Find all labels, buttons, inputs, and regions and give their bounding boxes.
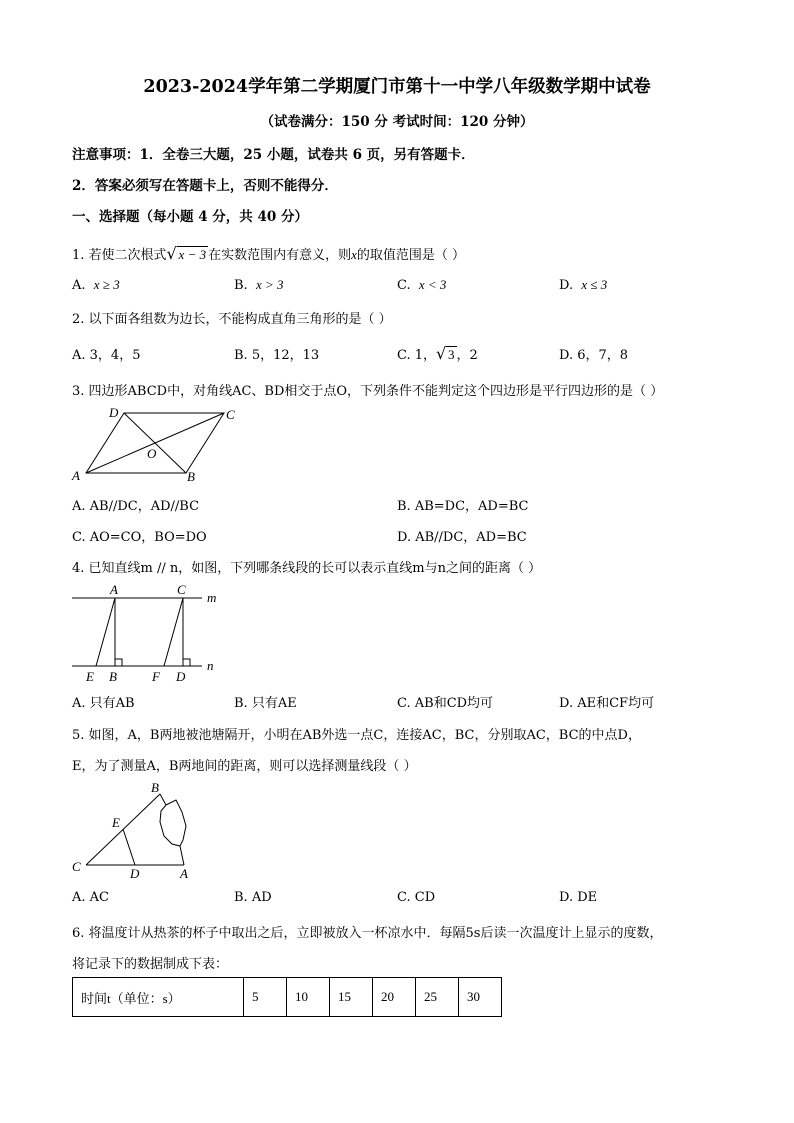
q5-segment-ed — [123, 829, 135, 865]
q5-label-c: C — [72, 859, 81, 874]
table-cell: 25 — [416, 978, 459, 1017]
q2-option-c: C. 1， √ 3 ，2 — [397, 344, 478, 363]
q5-pond — [160, 800, 186, 846]
q4-label-e: E — [86, 669, 94, 684]
q6-data-table — [72, 977, 502, 1017]
q2-option-d: D. 6，7，8 — [559, 348, 629, 363]
q3-label-b: B — [187, 469, 195, 484]
q1-var: x — [351, 247, 357, 262]
table-cell: 5 — [244, 978, 287, 1017]
q2-option-b: B. 5，12，13 — [234, 348, 320, 363]
q5-segment-b-pond — [160, 794, 166, 805]
q1-option-d: D. x ≤ 3 — [559, 277, 608, 293]
q3-option-b: B. AB=DC，AD=BC — [397, 499, 529, 514]
q5-label-e: E — [112, 815, 120, 830]
q1-mid: 在实数范围内有意义，则 — [208, 248, 352, 263]
table-cell: 15 — [330, 978, 373, 1017]
q5-option-b: B. AD — [234, 890, 272, 905]
q3-option-d: D. AB//DC，AD=BC — [397, 530, 527, 545]
q5-option-a: A. AC — [72, 890, 109, 905]
q1-prefix: 1. 若使二次根式 — [72, 248, 167, 263]
q6-stem-line-2: 将记录下的数据制成下表： — [72, 957, 229, 972]
q5-segment-pond-a — [180, 846, 184, 865]
q3-stem: 3. 四边形ABCD中，对角线AC、BD相交于点O，下列条件不能判定这个四边形是平行四边形的是（ ） — [72, 384, 664, 399]
q1-suffix: 的取值范围是（ ） — [356, 248, 466, 263]
q5-option-d: D. DE — [559, 890, 598, 905]
q3-label-d: D — [109, 405, 119, 420]
q4-label-m: m — [207, 590, 217, 605]
q1-option-b: B. x > 3 — [234, 277, 284, 293]
q1-radicand: x − 3 — [178, 247, 207, 262]
table-row — [73, 978, 502, 1017]
q1-option-c: C. x < 3 — [397, 277, 447, 293]
q1-radical: √ x − 3 — [166, 244, 207, 263]
q4-label-a: A — [110, 582, 118, 597]
section-1-heading: 一、选择题（每小题 4 分，共 40 分） — [72, 209, 308, 225]
q1-option-a: A. x ≥ 3 — [72, 277, 120, 293]
notes-line-2: 2．答案必须写在答题卡上，否则不能得分． — [72, 178, 338, 194]
table-cell: 10 — [287, 978, 330, 1017]
q5-stem-line-2: E，为了测量A，B两地间的距离，则可以选择测量线段（ ） — [72, 759, 417, 774]
q5-stem-line-1: 5. 如图，A，B两地被池塘隔开，小明在AB外选一点C，连接AC，BC，分别取AC，BC的中点D， — [72, 728, 641, 743]
q3-option-a: A. AB//DC，AD//BC — [72, 499, 200, 514]
exam-subtitle: （试卷满分：150 分 考试时间：120 分钟） — [260, 114, 534, 130]
q2-option-a: A. 3，4，5 — [72, 348, 141, 363]
q3-label-a: A — [72, 468, 80, 483]
q5-option-c: C. CD — [397, 890, 436, 905]
table-cell: 20 — [373, 978, 416, 1017]
q4-option-b: B. 只有AE — [234, 696, 297, 711]
q3-label-o: O — [147, 446, 157, 461]
notes-line-1: 注意事项：1．全卷三大题，25 小题，试卷共 6 页，另有答题卡． — [72, 147, 475, 163]
q3-option-c: C. AO=CO，BO=DO — [72, 530, 207, 545]
q4-label-b: B — [109, 669, 117, 684]
q4-stem: 4. 已知直线m // n，如图，下列哪条线段的长可以表示直线m与n之间的距离（ ） — [72, 561, 542, 576]
q6-stem-line-1: 6. 将温度计从热茶的杯子中取出之后，立即被放入一杯凉水中．每隔5s后读一次温度计上显示的度数， — [72, 926, 663, 941]
table-header-cell: 时间t（单位：s） — [73, 978, 244, 1017]
exam-title: 2023-2024学年第二学期厦门市第十一中学八年级数学期中试卷 — [143, 77, 651, 97]
q2-stem: 2. 以下面各组数为边长，不能构成直角三角形的是（ ） — [72, 312, 392, 327]
q4-label-n: n — [207, 658, 214, 673]
q4-option-c: C. AB和CD均可 — [397, 696, 494, 711]
q4-label-c: C — [177, 582, 186, 597]
table-cell: 30 — [459, 978, 502, 1017]
q3-label-c: C — [226, 407, 235, 422]
q4-option-d: D. AE和CF均可 — [559, 696, 655, 711]
q5-label-a: A — [180, 866, 188, 881]
q5-label-d: D — [130, 866, 140, 881]
q5-label-b: B — [151, 780, 159, 795]
q4-option-a: A. 只有AB — [72, 696, 135, 711]
q4-label-d: D — [176, 669, 186, 684]
q4-label-f: F — [152, 669, 160, 684]
